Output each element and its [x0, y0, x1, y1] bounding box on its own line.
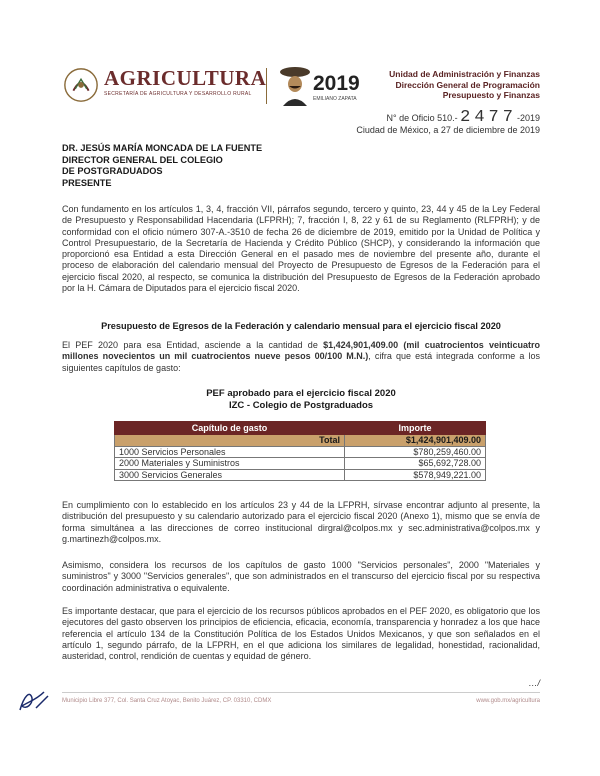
amount-intro: El PEF 2020 para esa Entidad, asciende a la cantidad de — [62, 340, 324, 350]
row-label: 3000 Servicios Generales — [115, 469, 345, 481]
row-label: 2000 Materiales y Suministros — [115, 458, 345, 470]
unit-line: Unidad de Administración y Finanzas — [389, 69, 540, 79]
row-value: $780,259,460.00 — [345, 446, 486, 458]
paragraph-legal-basis: Con fundamento en los artículos 1, 3, 4, fracción VII, párrafos segundo, tercero y quinto, 23, 44 y 45 de la Ley Federal de Presupuesto y Responsabilidad Hacendaria (LFPRH); 7, fracción I, 8, 22 y 61 de su Reglamento (RLFPRH); y de conformidad con el oficio número 307-A.-3510 de fecha 26 de diciembre de 2019, emitido por la Unidad de Política y Control Presupuestario, de la Secretaría de Hacienda y Crédito Público (SHCP), y considerando la información que proporcionó esa Entidad a esta Dirección General en el pasado mes de noviembre del presente año, durante el proceso de elaboración del calendario mensual del Proyecto de Presupuesto de Egresos de la Federación para el ejercicio fiscal 2020, al respecto, se comunica la distribución del Presupuesto de Egresos de la Federación aprobado por la H. Cámara de Diputados para el ejercicio fiscal 2020. — [62, 204, 540, 294]
place-date: Ciudad de México, a 27 de diciembre de 2019 — [356, 125, 540, 135]
table-title-line: IZC - Colegio de Postgraduados — [228, 399, 374, 411]
table-total-row — [115, 435, 486, 447]
table-row — [115, 458, 486, 470]
table-row — [115, 469, 486, 481]
row-value: $578,949,221.00 — [345, 469, 486, 481]
logo-agricultura-text: AGRICULTURA — [104, 66, 267, 90]
section-title: Presupuesto de Egresos de la Federación y calendario mensual para el ejercicio fiscal 2020 — [101, 321, 501, 331]
oficio-suffix: -2019 — [516, 113, 540, 123]
logo-subtitle: SECRETARÍA DE AGRICULTURA Y DESARROLLO RURAL — [104, 91, 252, 97]
handwritten-initials-icon — [14, 686, 54, 716]
budget-table — [114, 421, 486, 481]
oficio-number-line — [356, 108, 540, 127]
amount-outro: , cifra que está integrada conforme a los siguientes capítulos de gasto: — [62, 351, 540, 373]
addressee-line: DR. JESÚS MARÍA MONCADA DE LA FUENTE — [62, 143, 263, 153]
addressee-line: DE POSTGRADUADOS — [62, 166, 163, 176]
amount-value: $1,424,901,409.00 (mil cuatrocientos veinticuatro millones novecientos un mil cuatrocientos nueve pesos 00/100 M.N.) — [62, 340, 540, 362]
paragraph-annex: En cumplimiento con lo establecido en los artículos 23 y 44 de la LFPRH, sírvase encontrar adjunto al presente, la distribución del presupuesto y su calendario autorizado para el ejercicio fiscal 2020 (Anexo 1), mismo que se envía de forma simultánea a las direcciones de correo institucional dirgral@colpos.mx y sec.administrativa@colpos.mx y g.martinezh@colpos.mx. — [62, 500, 540, 544]
addressee-block — [62, 143, 262, 189]
table-row — [115, 446, 486, 458]
addressee-line: DIRECTOR GENERAL DEL COLEGIO — [62, 154, 223, 165]
oficio-prefix: N° de Oficio 510.- — [386, 113, 458, 123]
row-value: $65,692,728.00 — [345, 458, 486, 470]
administrative-unit — [389, 69, 540, 101]
paragraph-principles: Es importante destacar, que para el ejercicio de los recursos públicos aprobados en el PEF 2020, es obligatorio que los ejecutores del gasto observen los principios de eficiencia, eficacia, economía, transparencia y honradez a los que hace referencia el artículo 134 de la Constitución Política de los Estados Unidos Mexicanos, y que son señalados en el artículo 1, segundo párrafo, de la LFPRH, en el que adiciona los similares de legalidad, honestidad, racionalidad, austeridad, control, rendición de cuentas y equidad de género. — [62, 606, 540, 662]
unit-line: Dirección General de Programación — [395, 79, 540, 90]
unit-line: Presupuesto y Finanzas — [442, 90, 540, 100]
continued-mark: …/ — [528, 678, 540, 688]
col-header-chapter: Capítulo de gasto — [115, 422, 345, 435]
oficio-reference — [356, 108, 540, 136]
emiliano-zapata-portrait-icon — [279, 64, 311, 106]
year-subtitle: EMILIANO ZAPATA — [313, 96, 357, 102]
year-2019: 2019 — [313, 72, 360, 95]
paragraph-chapters: Asimismo, considera los recursos de los capítulos de gasto 1000 "Servicios personales", 2000 "Materiales y suministros" y 3000 "Servicios generales", que son administrados en el transcurso del ejercicio fiscal por su respectiva coordinación administrativa o equivalente. — [62, 560, 540, 593]
footer-address: Municipio Libre 377, Col. Santa Cruz Atoyac, Benito Juárez, CP. 03310, CDMX — [62, 698, 272, 704]
agricultura-seal-icon — [62, 66, 100, 104]
table-title — [62, 388, 540, 411]
total-label: Total — [115, 435, 345, 447]
oficio-number: 2477 — [460, 108, 517, 127]
col-header-amount: Importe — [345, 422, 486, 435]
addressee-line: PRESENTE — [62, 177, 112, 188]
paragraph-amount — [62, 340, 540, 374]
header-divider — [266, 68, 267, 104]
total-value: $1,424,901,409.00 — [345, 435, 486, 447]
table-title-line: PEF aprobado para el ejercicio fiscal 2020 — [206, 388, 396, 399]
table-header-row — [115, 422, 486, 435]
footer-divider — [62, 692, 540, 693]
row-label: 1000 Servicios Personales — [115, 446, 345, 458]
footer-url: www.gob.mx/agricultura — [476, 698, 540, 704]
